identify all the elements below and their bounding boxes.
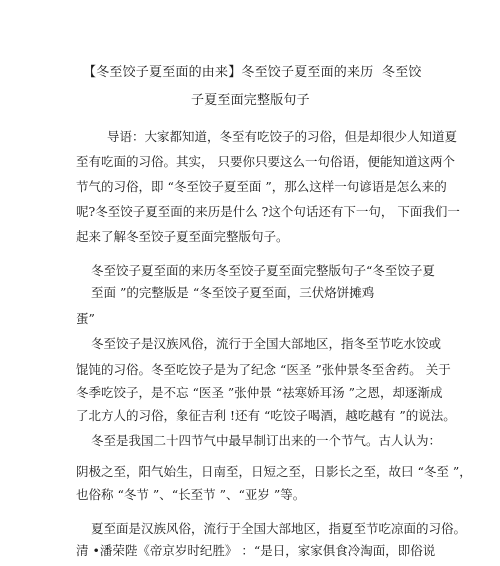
paragraph-3-line-4: 了北方人的习俗，象征吉利 !还有 “吃饺子喝酒，越吃越有 ”的说法。 [76, 408, 456, 423]
paragraph-1-line-1: 导语：大家都知道，冬至有吃饺子的习俗，但是却很少人知道夏 [107, 129, 458, 144]
paragraph-2-line-3: 蛋” [76, 311, 95, 326]
paragraph-2-line-2: 至面 ”的完整版是 “冬至饺子夏至面，三伏烙饼摊鸡 [91, 285, 375, 300]
paragraph-3-line-2: 馄饨的习俗。冬至吃饺子是为了纪念 “医圣 ”张仲景冬至舍药。 关于 [76, 362, 451, 377]
title-line-1-tail: 冬至饺 [382, 65, 422, 80]
paragraph-3-line-1: 冬至饺子是汉族风俗，流行于全国大部地区，指冬至节吃水饺或 [91, 336, 442, 351]
paragraph-4-line-1: 冬至是我国二十四节气中最早制订出来的一个节气。古人认为： [91, 433, 442, 448]
paragraph-4-line-3: 也俗称 “冬节 ”、“长至节 ”、“亚岁 ”等。 [76, 487, 306, 502]
paragraph-5-line-1: 夏至面是汉族风俗，流行于全国大部地区，指夏至节吃凉面的习俗。 [91, 521, 467, 536]
paragraph-1-line-2: 至有吃面的习俗。其实， 只要你只要这么一句俗语，便能知道这两个 [76, 154, 455, 169]
paragraph-2-line-1: 冬至饺子夏至面的来历冬至饺子夏至面完整版句子“冬至饺子夏 [91, 263, 435, 278]
paragraph-1-line-5: 起来了解冬至饺子夏至面完整版句子。 [76, 229, 289, 244]
title-line-2: 子夏至面完整版句子 [191, 93, 310, 108]
paragraph-3-line-3: 冬季吃饺子，是不忘 “医圣 ”张仲景 “祛寒娇耳汤 ”之恩，却逐渐成 [76, 385, 443, 400]
title-line-1: 【冬至饺子夏至面的由来】冬至饺子夏至面的来历 [83, 65, 374, 80]
paragraph-5-line-2: 清 •潘荣陛《帝京岁时纪胜》 ：“是日，家家俱食冷淘面，即俗说 [76, 543, 436, 558]
paragraph-4-line-2: 阴极之至，阳气始生，日南至，日短之至，日影长之至，故曰 “冬至 ”， [76, 464, 472, 479]
paragraph-1-line-3: 节气的习俗，即 “冬至饺子夏至面 ”，那么这样一句谚语是怎么来的 [76, 179, 447, 194]
paragraph-1-line-4: 呢?冬至饺子夏至面的来历是什么 ?这个句话还有下一句， 下面我们一 [76, 204, 460, 219]
